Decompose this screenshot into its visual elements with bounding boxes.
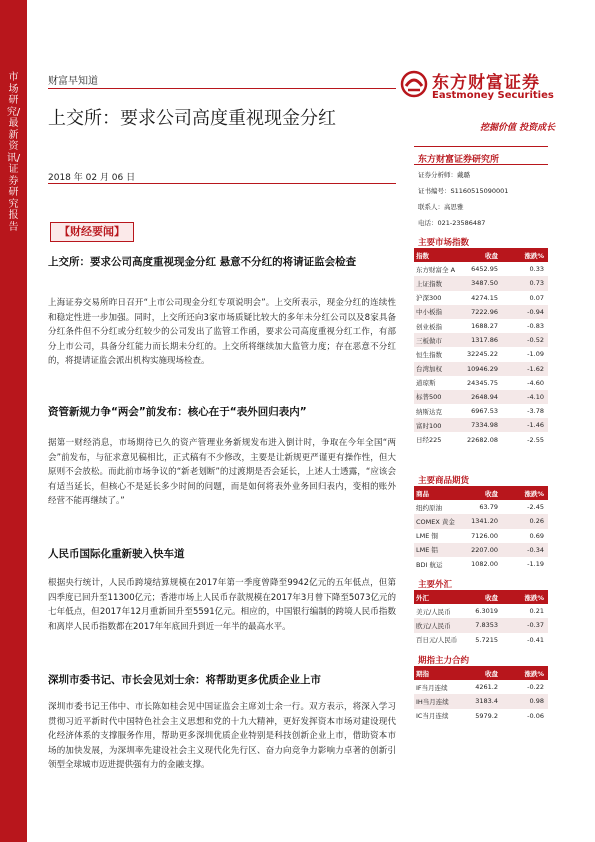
table-cell: 道琼斯 (416, 379, 436, 388)
table-header-row (414, 590, 548, 604)
header-divider (48, 88, 396, 89)
table-row (414, 529, 548, 543)
table-row (414, 376, 548, 390)
table-cell: -0.22 (527, 683, 544, 692)
table-cell: 标普500 (414, 390, 460, 404)
table-cell: 3487.50 (460, 276, 504, 290)
table-title: 主要外汇 (418, 580, 453, 590)
table-cell: 24345.75 (466, 378, 498, 387)
article-body: 据第一财经消息，市场期待已久的资产管理业务新规发布进入倒计时，争取在今年全国“两会”前发布，与征求意见稿相比，正式稿有不少修改，主要是让新规更严谨更有操作性，但大原则不会放松。而此前市场争议的“新老划断”的过渡期是否会延长，上述人士透露，“应该会有适当延长，但核心不是延长多少时间的问题，而是如何将表外业务回归表内，变相的账外经营不能再继续了。” (48, 438, 396, 506)
table-row (414, 319, 548, 333)
table-cell: 上证指数 (414, 276, 460, 290)
table-header-cell: 涨跌% (504, 248, 548, 262)
article-body: 深圳市委书记王伟中、市长陈如桂会见中国证监会主席刘士余一行。双方表示，将深入学习贯彻习近平新时代中国特色社会主义思想和党的十九大精神，更好发挥资本市场对建设现代化经济体系的支撑服务作用，帮助更多深圳优质企业特别是科技创新企业上市，借助资本市场的加快发展，为深圳率先建设社会主义现代化先行区、奋力向竞争力影响力卓著的创新引领型全球城市迈进提供强有力的金融支撑。 (48, 702, 396, 770)
fx-table (414, 590, 548, 647)
institute-top-divider (414, 146, 548, 147)
table-cell: -0.41 (527, 635, 544, 644)
table-cell: 沪深300 (416, 294, 442, 303)
table-cell: -0.52 (504, 333, 548, 347)
table-row (414, 262, 548, 276)
sidebar-label: 市场研究/最新资讯/证券研究报告 (6, 72, 21, 233)
table-row (414, 404, 548, 418)
brand-en-name: Eastmoney Securities (432, 90, 554, 101)
table-cell: 富时100 (414, 418, 460, 432)
section-tag: 【财经要闻】 (50, 222, 134, 242)
table-cell: 2648.94 (460, 390, 504, 404)
table-cell: 6452.95 (471, 265, 498, 274)
table-cell: 10946.29 (460, 362, 504, 376)
table-cell: 东方财富全 A (416, 265, 456, 274)
table-cell: 0.07 (529, 293, 544, 302)
table-cell: 中小板指 (414, 305, 460, 319)
table-cell: 6.3019 (475, 607, 498, 616)
table-cell: IC当月连续 (416, 712, 449, 721)
table-cell: IH当月连续 (414, 694, 460, 708)
article-heading: 深圳市委书记、市长会见刘士余：将帮助更多优质企业上市 (48, 674, 321, 686)
table-row (414, 604, 548, 618)
commodity-table (414, 486, 548, 571)
table-row (414, 291, 548, 305)
table-cell: 7222.96 (460, 305, 504, 319)
table-cell: -0.83 (527, 322, 544, 331)
table-header-cell: 外汇 (414, 590, 460, 604)
table-cell: 63.79 (479, 503, 498, 512)
table-cell: 百日元/人民币 (416, 636, 458, 645)
table-cell: IF当月连续 (416, 683, 448, 692)
table-cell: COMEX 黄金 (414, 514, 460, 528)
table-header-row (414, 248, 548, 262)
table-cell: 0.69 (529, 531, 544, 540)
table-cell: 0.33 (529, 265, 544, 274)
table-cell: 创业板指 (416, 322, 442, 331)
table-cell: -4.10 (504, 390, 548, 404)
table-cell: 台湾加权 (414, 362, 460, 376)
table-row (414, 500, 548, 514)
table-cell: -4.60 (527, 378, 544, 387)
table-cell: 1082.00 (471, 560, 498, 569)
table-title: 主要商品期货 (418, 476, 470, 486)
institute-divider (414, 164, 548, 165)
market-index-table (414, 248, 548, 447)
publish-date: 2018 年 02 月 06 日 (48, 173, 136, 183)
date-divider (48, 183, 396, 184)
sidebar-band (0, 0, 27, 842)
table-row (414, 694, 548, 708)
eastmoney-logo-icon (400, 70, 428, 98)
table-row (414, 432, 548, 446)
table-cell: 纳斯达克 (416, 407, 442, 416)
table-header-cell: 期指 (414, 666, 460, 680)
article-heading: 人民币国际化重新驶入快车道 (48, 548, 185, 560)
institute-name: 东方财富证券研究所 (418, 155, 500, 165)
table-header-cell: 收盘 (460, 486, 504, 500)
article-body: 根据央行统计，人民币跨境结算规模在2017年第一季度曾降至9942亿元的五年低点，但第四季度已回升至11300亿元；香港市场上人民币存款规模在2017年3月曾下降至5073亿元的七年低点，但2017年12月重新回升至5591亿元。相应的，中国银行编制的跨境人民币指数和离岸人民币指数都在2017年年底回升到近一年半的最高水平。 (48, 578, 396, 632)
table-cell: 1688.27 (471, 322, 498, 331)
table-cell: -0.94 (504, 305, 548, 319)
table-cell: BDI 航运 (416, 560, 443, 569)
table-title: 主要市场指数 (418, 238, 470, 248)
table-cell: -1.19 (527, 560, 544, 569)
table-header-cell: 涨跌% (504, 666, 548, 680)
table-row (414, 543, 548, 557)
table-row (414, 514, 548, 528)
table-cell: 4274.15 (471, 293, 498, 302)
table-cell: LME 铜 (416, 532, 438, 541)
table-cell: 5.7215 (475, 635, 498, 644)
table-cell: -1.46 (504, 418, 548, 432)
analyst-name: 证券分析师：戴璐 (418, 171, 470, 179)
table-cell: 欧元/人民币 (414, 618, 460, 632)
table-cell: 美元/人民币 (416, 607, 451, 616)
table-cell: 0.98 (504, 694, 548, 708)
table-cell: 0.26 (504, 514, 548, 528)
table-header-cell: 收盘 (460, 590, 504, 604)
table-row (414, 618, 548, 632)
table-header-row (414, 486, 548, 500)
table-header-cell: 涨跌% (504, 486, 548, 500)
table-cell: 3183.4 (460, 694, 504, 708)
table-cell: 7.8353 (460, 618, 504, 632)
table-cell: 0.21 (529, 607, 544, 616)
phone-number: 电话：021-23586487 (418, 219, 486, 227)
table-cell: 2207.00 (460, 543, 504, 557)
table-cell: 32245.22 (466, 350, 498, 359)
table-row (414, 333, 548, 347)
table-cell: 7126.00 (471, 531, 498, 540)
table-cell: 1317.86 (460, 333, 504, 347)
article-heading: 上交所：要求公司高度重视现金分红 悬意不分红的将请证监会检查 (48, 256, 357, 268)
table-cell: -2.55 (527, 435, 544, 444)
table-row (414, 418, 548, 432)
table-cell: 6967.53 (471, 407, 498, 416)
table-cell: 日经225 (416, 436, 442, 445)
table-cell: 三板做市 (414, 333, 460, 347)
table-header-cell: 指数 (414, 248, 460, 262)
table-cell: 7334.98 (460, 418, 504, 432)
article-body: 上海证券交易所昨日召开“上市公司现金分红专项说明会”。上交所表示，现金分红的连续性和稳定性进一步加强。同时，上交所还向3家市场质疑比较大的多年未分红公司以及8家具备分红条件但不分红或分红较少的公司发出了监管工作函，要求公司高度重视分红工作，有部分上市公司，具备分红能力而长期未分红的。上交所将继续加大监管力度；存在恶意不分红的，将提请证监会派出机构实施现场检查。 (48, 298, 396, 366)
table-cell: -0.34 (504, 543, 548, 557)
doc-type-label: 财富早知道 (48, 76, 98, 87)
table-row (414, 362, 548, 376)
table-cell: 1341.20 (460, 514, 504, 528)
table-row (414, 276, 548, 290)
table-cell: 4261.2 (475, 683, 498, 692)
table-row (414, 390, 548, 404)
page-title: 上交所：要求公司高度重视现金分红 (48, 108, 336, 129)
article-heading: 资管新规力争“两会”前发布：核心在于“表外回归表内” (48, 406, 307, 418)
table-row (414, 680, 548, 694)
table-cell: -2.45 (527, 503, 544, 512)
table-row (414, 305, 548, 319)
table-header-cell: 涨跌% (504, 590, 548, 604)
table-header-row (414, 666, 548, 680)
table-row (414, 633, 548, 647)
table-header-cell: 商品 (414, 486, 460, 500)
table-cell: -0.06 (527, 711, 544, 720)
cert-number: 证书编号：S1160515090001 (418, 187, 509, 195)
futures-table (414, 666, 548, 723)
table-title: 期指主力合约 (418, 656, 470, 666)
table-cell: -3.78 (527, 407, 544, 416)
table-row (414, 709, 548, 723)
table-cell: 22682.08 (466, 435, 498, 444)
table-cell: -0.37 (504, 618, 548, 632)
table-cell: 恒生指数 (416, 350, 442, 359)
table-header-cell: 收盘 (460, 248, 504, 262)
table-row (414, 557, 548, 571)
brand-slogan: 挖掘价值 投资成长 (480, 123, 556, 133)
table-cell: LME 铝 (414, 543, 460, 557)
table-row (414, 347, 548, 361)
table-header-cell: 收盘 (460, 666, 504, 680)
table-cell: -1.09 (527, 350, 544, 359)
table-cell: 5979.2 (475, 711, 498, 720)
table-cell: 纽约原油 (416, 503, 442, 512)
table-cell: -1.62 (504, 362, 548, 376)
table-cell: 0.73 (504, 276, 548, 290)
contact-name: 联系人：高思雅 (418, 203, 464, 211)
brand-cn-name: 东方财富证券 (432, 73, 540, 93)
